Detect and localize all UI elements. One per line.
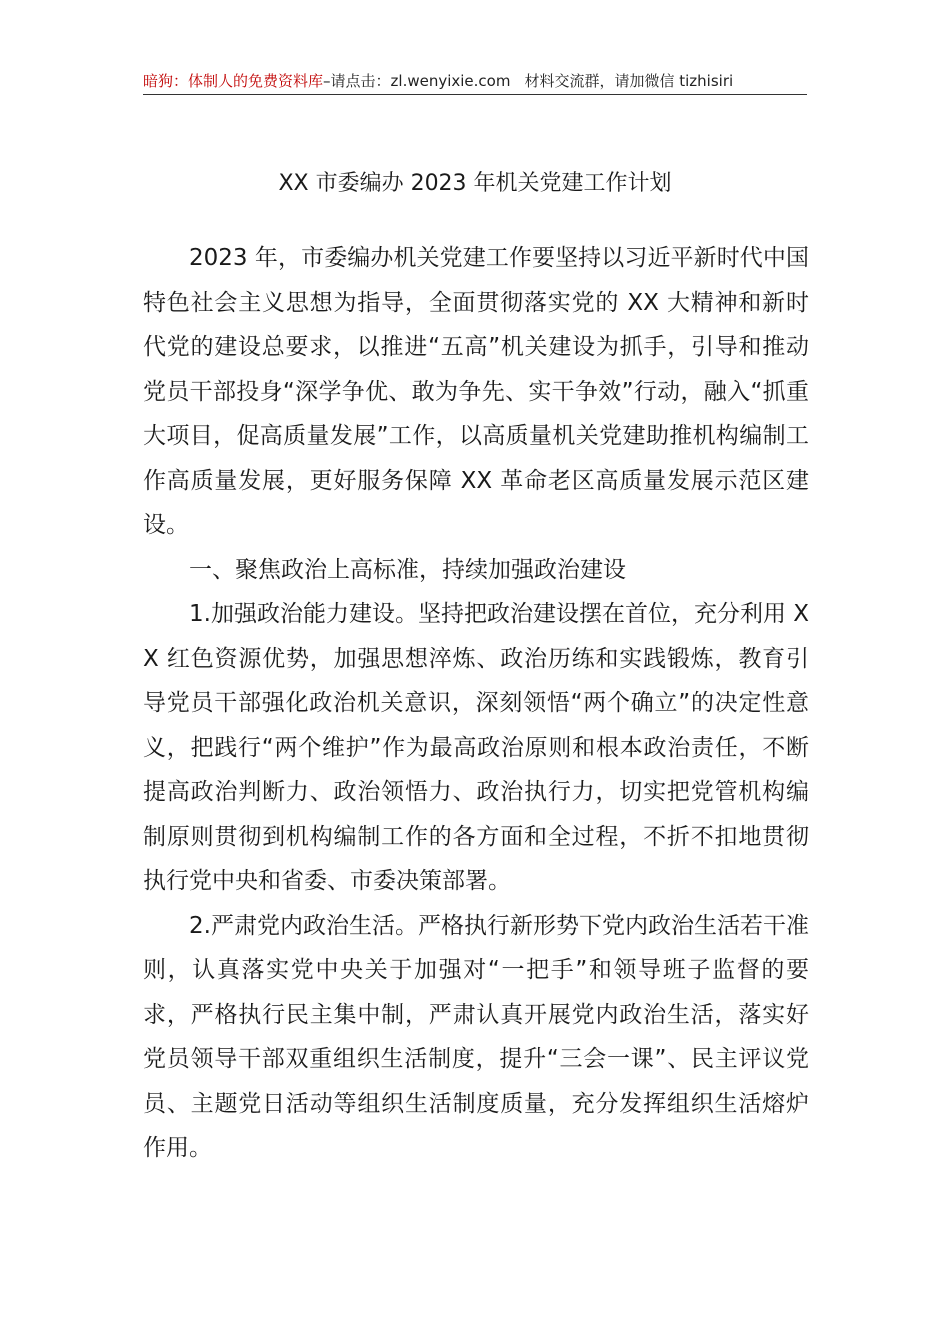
section-heading-1: 一、聚焦政治上高标准，持续加强政治建设 [189, 556, 626, 583]
document-title: XX 市委编办 2023 年机关党建工作计划 [278, 171, 672, 196]
header-click-prefix: –请点击： [323, 72, 391, 90]
document-body [143, 236, 809, 1171]
header-brand: 暗狗：体制人的免费资料库 [143, 72, 324, 90]
header-url-link[interactable]: zl.wenyixie.com [390, 72, 511, 90]
paragraph-item-1: 1.加强政治能力建设。坚持把政治建设摆在首位，充分利用 XX 红色资源优势，加强思想淬炼、政治历练和实践锻炼，教育引导党员干部强化政治机关意识，深刻领悟“两个确立”的决定性意义，把践行“两个维护”作为最高政治原则和根本政治责任，不断提高政治判断力、政治领悟力、政治执行力，切实把党管机构编制原则贯彻到机构编制工作的各方面和全过程，不折不扣地贯彻执行党中央和省委、市委决策部署。 [143, 601, 810, 894]
header-wechat-note: 材料交流群，请加微信 tizhisiri [524, 72, 734, 90]
page-header [143, 68, 807, 95]
paragraph-intro: 2023 年，市委编办机关党建工作要坚持以习近平新时代中国特色社会主义思想为指导，全面贯彻落实党的 XX 大精神和新时代党的建设总要求，以推进“五高”机关建设为抓手，引导和推动党员干部投身“深学争优、敢为争先、实干争效”行动，融入“抓重大项目，促高质量发展”工作，以高质量机关党建助推机构编制工作高质量发展，更好服务保障 XX 革命老区高质量发展示范区建设。 [143, 245, 809, 538]
paragraph-item-2: 2.严肃党内政治生活。严格执行新形势下党内政治生活若干准则，认真落实党中央关于加强对“一把手”和领导班子监督的要求，严格执行民主集中制，严肃认真开展党内政治生活，落实好党员领导干部双重组织生活制度，提升“三会一课”、民主评议党员、主题党日活动等组织生活制度质量，充分发挥组织生活熔炉作用。 [143, 912, 809, 1161]
